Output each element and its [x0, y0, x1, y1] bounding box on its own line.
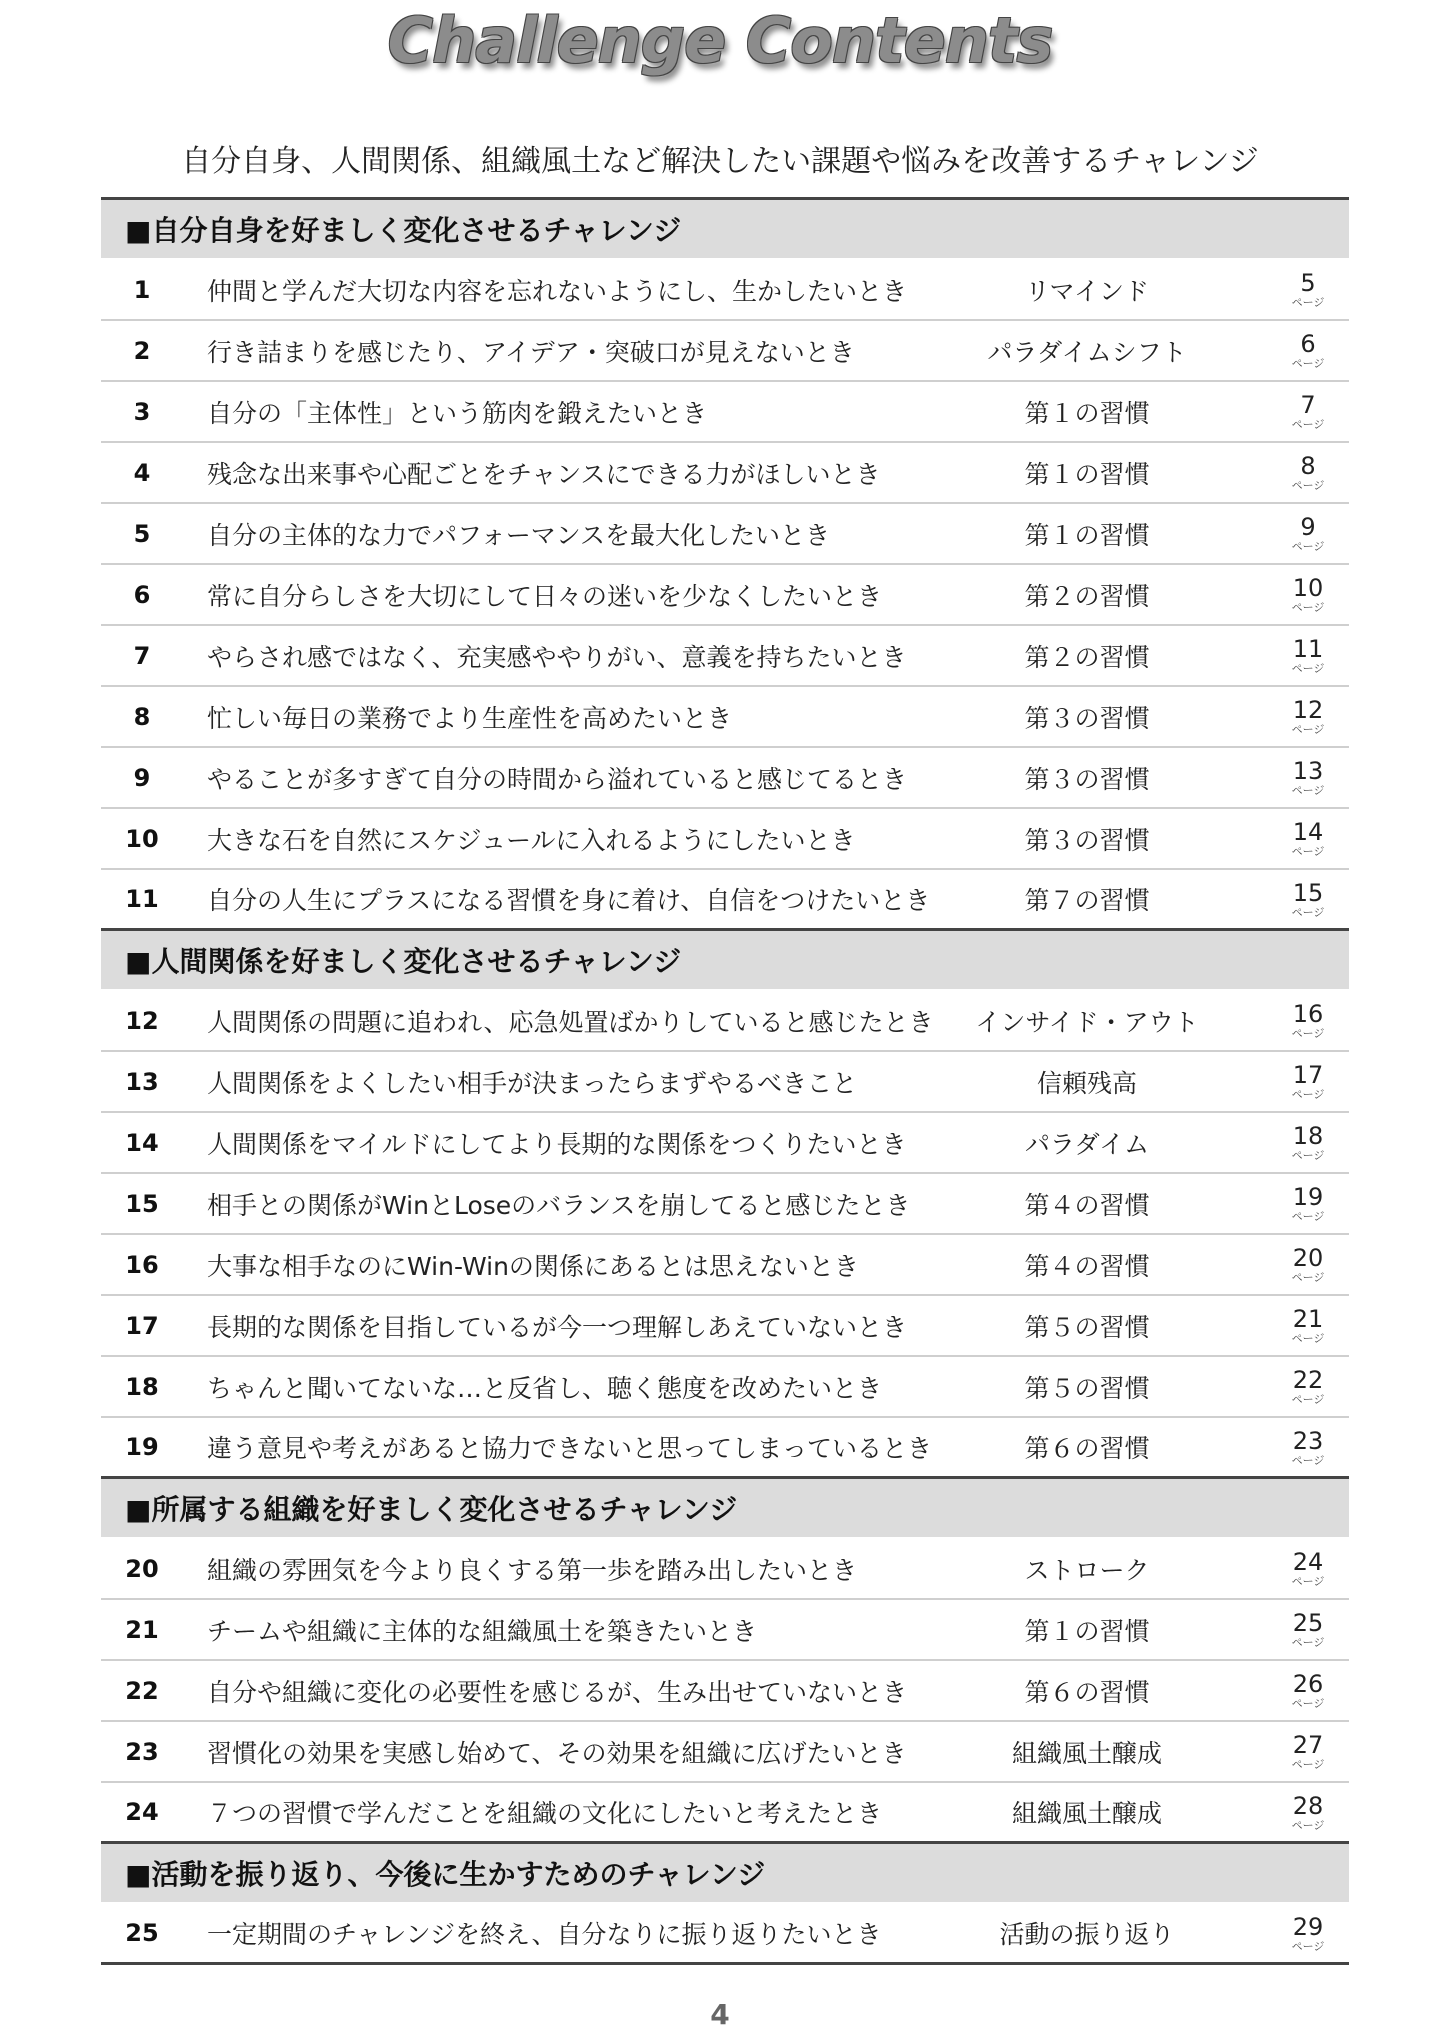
item-page	[1207, 1002, 1349, 1039]
page-unit-label: ページ	[1291, 1697, 1325, 1710]
toc-row	[101, 260, 1349, 321]
item-page	[1207, 332, 1349, 369]
item-description: 忙しい毎日の業務でより生産性を高めたいとき	[207, 703, 733, 733]
item-number: 17	[125, 1311, 159, 1340]
toc-row	[101, 443, 1349, 504]
title-text: Challenge Contents	[387, 3, 1053, 77]
page-unit-label: ページ	[1291, 1818, 1325, 1832]
item-description: 人間関係の問題に追われ、応急処置ばかりしていると感じたとき	[207, 1007, 934, 1037]
item-description: 相手との関係がWinとLoseのバランスを崩してると感じたとき	[207, 1190, 911, 1220]
item-topic: 第１の習慣	[1024, 459, 1150, 489]
page-unit-label: ページ	[1291, 1088, 1325, 1101]
item-number: 5	[133, 519, 151, 548]
page-number-value: 14	[1292, 818, 1324, 846]
page-unit-label: ページ	[1291, 723, 1325, 736]
page-number-value: 9	[1300, 513, 1316, 541]
toc-row	[101, 687, 1349, 748]
item-page	[1207, 1368, 1349, 1405]
toc-row	[101, 1904, 1349, 1965]
page-number-value: 20	[1292, 1244, 1324, 1272]
item-topic: 第３の習慣	[1024, 764, 1150, 794]
item-number: 14	[125, 1128, 159, 1157]
item-page	[1207, 454, 1349, 491]
item-description: 常に自分らしさを大切にして日々の迷いを少なくしたいとき	[207, 581, 883, 611]
item-topic: 第１の習慣	[1024, 1616, 1150, 1646]
page-number-value: 28	[1292, 1791, 1324, 1820]
item-number: 20	[125, 1554, 159, 1583]
toc-row	[101, 870, 1349, 931]
item-topic: 第２の習慣	[1024, 642, 1150, 672]
page-unit-label: ページ	[1291, 296, 1325, 309]
item-topic: 第３の習慣	[1024, 703, 1150, 733]
toc-row	[101, 382, 1349, 443]
item-number: 18	[125, 1372, 159, 1401]
item-topic: 組織風土醸成	[1011, 1738, 1162, 1768]
item-number: 4	[133, 458, 151, 487]
toc-row	[101, 991, 1349, 1052]
item-number: 9	[133, 763, 151, 792]
toc-row	[101, 748, 1349, 809]
item-description: 自分の「主体性」という筋肉を鍛えたいとき	[207, 398, 708, 428]
page-unit-label: ページ	[1291, 1758, 1325, 1771]
item-number: 24	[125, 1798, 159, 1826]
page-number-value: 19	[1292, 1183, 1324, 1211]
item-number: 10	[125, 824, 159, 853]
page-unit-label: ページ	[1291, 1393, 1325, 1406]
item-description: 一定期間のチャレンジを終え、自分なりに振り返りたいとき	[207, 1920, 882, 1949]
item-number: 11	[125, 885, 159, 913]
page-number-value: 7	[1300, 391, 1316, 419]
section-header: ■人間関係を好ましく変化させるチャレンジ	[101, 931, 1349, 991]
item-number: 3	[133, 397, 151, 426]
item-page	[1207, 1672, 1349, 1709]
page-number-value: 6	[1300, 330, 1316, 358]
item-topic: 第６の習慣	[1024, 1677, 1150, 1707]
page-number-value: 21	[1292, 1305, 1324, 1333]
item-number: 22	[125, 1676, 159, 1705]
toc-row	[101, 504, 1349, 565]
item-page	[1207, 1550, 1349, 1587]
item-number: 8	[133, 702, 151, 731]
page-number-value: 24	[1292, 1548, 1324, 1576]
section-header: ■自分自身を好ましく変化させるチャレンジ	[101, 200, 1349, 260]
item-number: 13	[125, 1067, 159, 1096]
toc-row	[101, 1418, 1349, 1479]
item-number: 7	[133, 641, 151, 670]
page-unit-label: ページ	[1291, 357, 1325, 370]
item-topic: 第５の習慣	[1024, 1312, 1150, 1342]
item-description: 大きな石を自然にスケジュールに入れるようにしたいとき	[207, 825, 856, 855]
item-description: 残念な出来事や心配ごとをチャンスにできる力がほしいとき	[207, 459, 881, 489]
item-number: 1	[133, 275, 151, 304]
page-number-value: 10	[1292, 574, 1324, 602]
item-topic: 第４の習慣	[1024, 1190, 1150, 1220]
item-number: 19	[125, 1433, 159, 1461]
page-unit-label: ページ	[1291, 905, 1325, 919]
item-description: 自分や組織に変化の必要性を感じるが、生み出せていないとき	[207, 1677, 908, 1707]
page-number-value: 26	[1292, 1670, 1324, 1698]
item-page	[1207, 271, 1349, 308]
page-unit-label: ページ	[1291, 784, 1325, 797]
item-description: 人間関係をマイルドにしてより長期的な関係をつくりたいとき	[207, 1129, 907, 1159]
item-topic: 第５の習慣	[1024, 1373, 1150, 1403]
item-topic: 第７の習慣	[1024, 886, 1150, 915]
page-number-value: 22	[1292, 1366, 1324, 1394]
item-topic: 第３の習慣	[1024, 825, 1150, 855]
page-number-value: 29	[1292, 1912, 1324, 1941]
page-number-value: 27	[1292, 1731, 1324, 1759]
item-topic: インサイド・アウト	[975, 1007, 1199, 1037]
toc-row	[101, 565, 1349, 626]
page-unit-label: ページ	[1291, 418, 1325, 431]
item-topic: 組織風土醸成	[1011, 1799, 1162, 1828]
item-page	[1207, 576, 1349, 613]
toc-row	[101, 1235, 1349, 1296]
toc-row	[101, 1357, 1349, 1418]
toc-row	[101, 1174, 1349, 1235]
toc-row	[101, 1783, 1349, 1844]
page-unit-label: ページ	[1291, 1271, 1325, 1284]
item-number: 21	[125, 1615, 159, 1644]
item-page	[1207, 1063, 1349, 1100]
item-number: 23	[125, 1737, 159, 1766]
item-description: 大事な相手なのにWin-Winの関係にあるとは思えないとき	[207, 1251, 859, 1281]
page-unit-label: ページ	[1291, 662, 1325, 675]
page-unit-label: ページ	[1291, 540, 1325, 553]
contents-table	[101, 197, 1349, 1965]
page-unit-label: ページ	[1291, 1453, 1325, 1467]
item-topic: 第１の習慣	[1024, 398, 1150, 428]
page-number-value: 18	[1292, 1122, 1324, 1150]
item-number: 15	[125, 1189, 159, 1218]
document-title	[0, 0, 1440, 80]
item-page	[1207, 1246, 1349, 1283]
page-number-value: 11	[1292, 635, 1324, 663]
item-description: 自分の主体的な力でパフォーマンスを最大化したいとき	[207, 520, 831, 550]
item-description: 仲間と学んだ大切な内容を忘れないようにし、生かしたいとき	[207, 276, 908, 306]
item-topic: 第２の習慣	[1024, 581, 1150, 611]
item-number: 16	[125, 1250, 159, 1279]
item-number: 25	[125, 1919, 159, 1947]
item-description: やらされ感ではなく、充実感ややりがい、意義を持ちたいとき	[207, 642, 907, 672]
item-description: 組織の雰囲気を今より良くする第一歩を踏み出したいとき	[207, 1555, 858, 1585]
toc-row	[101, 1722, 1349, 1783]
item-page	[1207, 759, 1349, 796]
item-description: やることが多すぎて自分の時間から溢れていると感じてるとき	[207, 764, 908, 794]
section-header: ■所属する組織を好ましく変化させるチャレンジ	[101, 1479, 1349, 1539]
item-page	[1207, 878, 1349, 919]
page-unit-label: ページ	[1291, 1027, 1325, 1040]
item-topic: ストローク	[1024, 1555, 1150, 1585]
item-topic: 第６の習慣	[1024, 1434, 1150, 1463]
item-page	[1207, 820, 1349, 857]
item-topic: 第１の習慣	[1024, 520, 1150, 550]
page-unit-label: ページ	[1291, 1332, 1325, 1345]
page-number-value: 23	[1292, 1426, 1324, 1455]
toc-row	[101, 626, 1349, 687]
toc-row	[101, 1113, 1349, 1174]
toc-row	[101, 1600, 1349, 1661]
item-page	[1207, 1791, 1349, 1832]
item-page	[1207, 1307, 1349, 1344]
toc-row	[101, 1052, 1349, 1113]
item-description: 自分の人生にプラスになる習慣を身に着け、自信をつけたいとき	[207, 886, 931, 915]
page-number-value: 13	[1292, 757, 1324, 785]
item-topic: パラダイム	[1024, 1129, 1150, 1159]
item-page	[1207, 515, 1349, 552]
toc-row	[101, 809, 1349, 870]
page-unit-label: ページ	[1291, 1210, 1325, 1223]
page-number-value: 8	[1300, 452, 1316, 480]
item-description: ちゃんと聞いてないな…と反省し、聴く態度を改めたいとき	[207, 1373, 883, 1403]
item-page	[1207, 1185, 1349, 1222]
item-topic: リマインド	[1024, 276, 1149, 306]
item-description: 違う意見や考えがあると協力できないと思ってしまっているとき	[207, 1434, 933, 1463]
toc-row	[101, 1661, 1349, 1722]
item-topic: パラダイムシフト	[987, 337, 1187, 367]
page-unit-label: ページ	[1291, 479, 1325, 492]
item-number: 2	[133, 336, 151, 365]
item-page	[1207, 637, 1349, 674]
toc-row	[101, 1539, 1349, 1600]
item-topic: 第４の習慣	[1024, 1251, 1150, 1281]
item-description: チームや組織に主体的な組織風土を築きたいとき	[207, 1616, 758, 1646]
toc-row	[101, 1296, 1349, 1357]
item-number: 12	[125, 1006, 159, 1035]
page-number-value: 25	[1292, 1609, 1324, 1637]
page-unit-label: ページ	[1291, 1149, 1325, 1162]
page-unit-label: ページ	[1291, 601, 1325, 614]
item-number: 6	[133, 580, 151, 609]
item-description: 行き詰まりを感じたり、アイデア・突破口が見えないとき	[207, 337, 855, 367]
item-page	[1207, 698, 1349, 735]
item-page	[1207, 1124, 1349, 1161]
page-number: 4	[710, 1998, 730, 2031]
document-subtitle: 自分自身、人間関係、組織風土など解決したい課題や悩みを改善するチャレンジ	[181, 144, 1259, 179]
item-page	[1207, 1611, 1349, 1648]
page-number-value: 17	[1292, 1061, 1324, 1089]
page-number-value: 12	[1292, 696, 1324, 724]
toc-row	[101, 321, 1349, 382]
item-description: 人間関係をよくしたい相手が決まったらまずやるべきこと	[207, 1068, 858, 1098]
page-unit-label: ページ	[1291, 1939, 1325, 1953]
item-topic: 信頼残高	[1036, 1068, 1137, 1098]
page-number-value: 15	[1292, 878, 1324, 907]
item-page	[1207, 1733, 1349, 1770]
page-unit-label: ページ	[1291, 1575, 1325, 1588]
page-unit-label: ページ	[1291, 1636, 1325, 1649]
item-description: 習慣化の効果を実感し始めて、その効果を組織に広げたいとき	[207, 1738, 907, 1768]
item-topic: 活動の振り返り	[999, 1920, 1175, 1949]
item-page	[1207, 393, 1349, 430]
page-unit-label: ページ	[1291, 845, 1325, 858]
page-number-value: 16	[1292, 1000, 1324, 1028]
item-page	[1207, 1912, 1349, 1953]
page-number-value: 5	[1300, 269, 1316, 297]
item-description: ７つの習慣で学んだことを組織の文化にしたいと考えたとき	[207, 1799, 883, 1828]
item-page	[1207, 1426, 1349, 1467]
section-header: ■活動を振り返り、今後に生かすためのチャレンジ	[101, 1844, 1349, 1904]
item-description: 長期的な関係を目指しているが今一つ理解しあえていないとき	[207, 1312, 908, 1342]
